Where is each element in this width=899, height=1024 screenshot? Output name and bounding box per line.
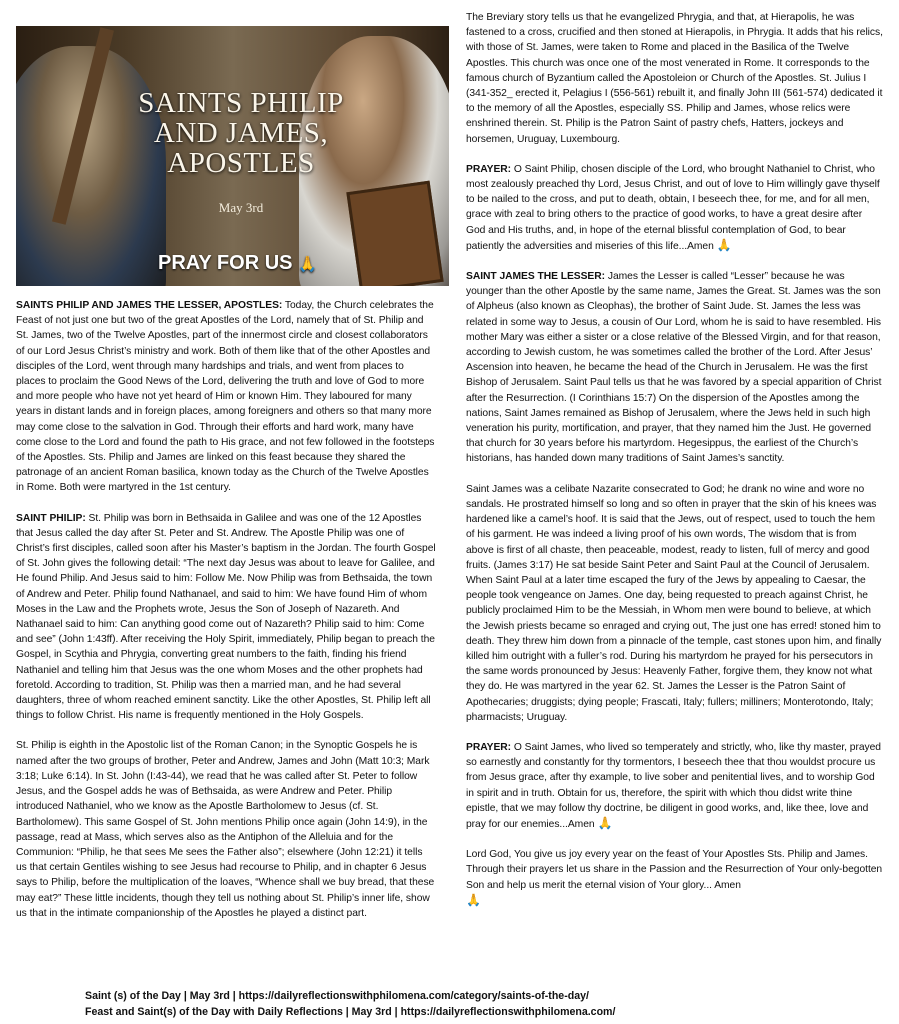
intro-heading: SAINTS PHILIP AND JAMES THE LESSER, APOSTLES:	[16, 300, 283, 311]
pray-text: PRAY FOR US	[158, 252, 293, 274]
praying-hands-icon: 🙏	[716, 237, 732, 252]
intro-paragraph	[16, 298, 436, 496]
hero-banner-image	[16, 26, 449, 286]
intro-text: Today, the Church celebrates the Feast of not just one but two of the great Apostles of the Lord, namely that of St. Philip and St. James, two of the Twelve Apostles, part of the innermost circle and closest collaborators of our Lord Jesus Christ’s ministry and work. Both of them like that of the other Apostles and disciples of the Lord, went through many hardships and trials, and went from places to places to proclaim the Good News of the Lord, delivering the truth and love of God to more and more people who have not yet heard of Him or known Him. They laboured for many years in distant lands and in foreign places, among foreigners and others so that many more may come close to the salvation in God. Through their efforts and hard work, many have come close to the Lord and found the path to His grace, and not few followed in the footsteps of the Apostles. Sts. Philip and James are linked on this feast because they shared the patronage of an ancient Roman basilica, known today as the Church of the Twelve Apostles in Rome. Both were martyred in the 1st century.	[16, 300, 435, 494]
left-column	[16, 298, 436, 936]
hero-title-line: APOSTLES	[167, 147, 315, 179]
james-paragraph-2: Saint James was a celibate Nazarite consecrated to God; he drank no wine and wore no sandals. He prostrated himself so long and so often in prayer that the skin of his knees was hardened like a camel’s hoof. It is said that the Jews, out of respect, used to touch the hem of his garment. He was indeed a living proof of his own words, The wisdom that is from above is first of all chaste, then peaceable, modest, ready to listen, full of mercy and good fruits. (James 3:17) He sat beside Saint Peter and Saint Paul at the Council of Jerusalem. When Saint Paul at a later time escaped the fury of the Jews by appealing to Caesar, the people took vengeance on James. One day, being requested to preach against Christ, he publicly proclaimed Him to be the Messiah, in Whom men were bound to believe, at which the Jewish priests became so enraged and crying out, The just one has erred! stoned him to death. They threw him down from a pinnacle of the temple, cast stones upon him, and finally killed him outright with a fuller’s rod. During his martyrdom he prayed for his persecutors in the same words pronounced by Jesus: Heavenly Father, forgive them, they know not what they do. He was martyred in the year 62. St. James the Lesser is the Patron Saint of Apothecaries; druggists; dying people; Frascati, Italy; fullers; milliners; Monterotondo, Italy; pharmacists; Uruguay.	[466, 483, 882, 723]
philip-text: St. Philip was born in Bethsaida in Galilee and was one of the 12 Apostles that Jesus called the day after St. Peter and St. Andrew. The Apostle Philip was one of Christ’s first disciples, called soon after his Master’s baptism in the Jordan. The fourth Gospel of St. John gives the following detail: “The next day Jesus was about to leave for Galilee, and He found Philip. And Jesus said to him: Follow Me. Now Philip was from Bethsaida, the town of Andrew and Peter. Philip found Nathanael, and said to him: We have found Him of whom Moses in the Law and the Prophets wrote, Jesus the Son of Joseph of Nazareth. And Nathanael said to him: Can anything good come out of Nazareth? Philip said to him: Come and see” (John 1:43ff). After receiving the Holy Spirit, immediately, Philip began to preach the Gospel, in Scythia and Phrygia, converting great numbers to the faith, finding his friend Nathaniel and telling him that Jesus was the one whom Moses and the other prophets had foretold. According to tradition, St. Philip was then a married man, and he had several daughters, three of whom reached eminent sanctity. Like the other Apostles, St. Philip left all things to follow Christ. His name is frequently mentioned in the Holy Gospels.	[16, 512, 436, 722]
right-column	[466, 10, 884, 923]
philip-paragraph	[16, 511, 436, 724]
footer-line-daily-reflections: Feast and Saint(s) of the Day with Daily Reflections | May 3rd | https://dailyreflectionswithphilomena.com/	[85, 1006, 616, 1018]
closing-prayer-paragraph	[466, 847, 884, 908]
hero-title-line: SAINTS PHILIP	[138, 87, 344, 119]
prayer-heading: PRAYER:	[466, 741, 512, 753]
prayer-philip-paragraph	[466, 162, 884, 254]
philip-heading: SAINT PHILIP:	[16, 512, 86, 524]
james-text: James the Lesser is called “Lesser” because he was younger than the other Apostle by the same name, James the Great. St. James was the son of Alpheus (also known as Cleophas), the brother of Saint Jude. St. James the less was related in some way to Jesus, a cousin of Our Lord, whom he is said to have resembled. His mother Mary was either a sister or a close relative of the Blessed Virgin, and for that reason, according to Jewish custom, he was sometimes called the brother of the Lord. After Jesus’ Ascension into heaven, he became the head of the Church in Jerusalem. He was the first Bishop of Jerusalem. Saint Paul tells us that he was favored by a special apparition of Christ after the Resurrection. (I Corinthians 15:7) On the dispersion of the Apostles among the nations, Saint James remained as Bishop of Jerusalem, where the Jews held in such high veneration his purity, mortification, and prayer, that they named him the Just. He governed that church for 30 years before his martyrdom. Hegesippus, the earliest of the Church’s historians, has handed down many traditions of Saint James’s sanctity.	[466, 271, 882, 465]
prayer-james-paragraph	[466, 740, 884, 832]
prayer-heading: PRAYER:	[466, 163, 512, 175]
hero-date: May 3rd	[218, 200, 264, 215]
hero-pray-for-us	[158, 252, 358, 275]
closing-prayer-text: Lord God, You give us joy every year on the feast of Your Apostles Sts. Philip and James. Through their prayers let us share in the Passion and the Resurrection of Your only-begotten Son and help us merit the eternal vision of Your glory... Amen	[466, 849, 883, 891]
page-footer	[85, 988, 885, 1020]
prayer-james-text: O Saint James, who lived so temperately and strictly, who, like thy master, prayed so earnestly and constantly for thy tormentors, I beseech thee that thou wouldst procure us from Jesus grace, after thy example, to live sober and penitential lives, and to worship God in spirit and in truth. Obtain for us, therefore, the spirit with which thou didst write thine epistle, that we may follow thy doctrine, be diligent in good works, and, like thee, love and pray for our enemies...Amen	[466, 741, 881, 830]
praying-hands-icon: 🙏	[597, 815, 613, 830]
praying-hands-icon: 🙏	[298, 256, 317, 273]
prayer-philip-text: O Saint Philip, chosen disciple of the Lord, who brought Nathaniel to Christ, who most zealously preached thy Lord, Jesus Christ, and out of love to Him willingly gave thyself to be nailed to the cross, and put to death, obtain, I beseech thee, for me, and for all men, grace with zeal to bring others to the practice of good works, to have a great desire after God and His truths, and, in hope of the eternal blissful contemplation of God, to bear patiently the adversities and miseries of this life...Amen	[466, 163, 880, 252]
james-paragraph	[466, 269, 884, 467]
philip-paragraph-2: St. Philip is eighth in the Apostolic list of the Roman Canon; in the Synoptic Gospels he is named after the two groups of brother, Peter and Andrew, James and John (Matt 10:3; Mark 3:18; Luke 6:14). In St. John (I:43-44), we read that he was called after St. Peter to follow Jesus, and the Gospel adds he was of Bethsaida, as were Andrew and Peter. Philip introduced Nathaniel, who we know as the Apostle Bartholomew to Jesus (cf. St. Bartholomew). This same Gospel of St. John mentions Philip once again (John 14:9), in the passage, read at Mass, which serves also as the Antiphon of the Alleluia and for the Communion: “Philip, he that sees Me sees the Father also”; elsewhere (John 12:21) it tells us that certain Gentiles wishing to see Jesus had recourse to Philip, and in chapter 6 Jesus says to Philip, before the multiplication of the loaves, “Whence shall we buy bread, that these may eat?” These little incidents, though they tell us nothing about St. Philip’s inner life, show us that in the intimate companionship of the Apostles he played a distinct part.	[16, 740, 435, 919]
breviary-paragraph: The Breviary story tells us that he evangelized Phrygia, and that, at Hierapolis, he was fastened to a cross, crucified and then stoned at Hierapolis, in Phrygia. It adds that his relics, with those of St. James, were taken to Rome and placed in the Basilica of the Twelve Apostles. This church was once one of the most venerated in Rome. It corresponds to the famous church of Byzantium called the Apostoleion or Church of the Apostles. St. Julius I (341-352_ erected it, Pelagius I (556-561) rebuilt it, and finally John III (561-574) dedicated it to the memory of all the Apostles, especially SS. Philip and James, whose relics were enshrined therein. St. Philip is the Patron Saint of pastry chefs, Hatters, jockeys and horsemen, Uruguay, Luxembourg.	[466, 12, 883, 145]
footer-line-saints-of-day: Saint (s) of the Day | May 3rd | https://dailyreflectionswithphilomena.com/category/saints-of-the-day/	[85, 990, 589, 1002]
hero-title	[136, 88, 346, 178]
james-heading: SAINT JAMES THE LESSER:	[466, 271, 606, 283]
hero-title-line: AND JAMES,	[153, 117, 329, 149]
praying-hands-icon: 🙏	[466, 892, 481, 907]
book-icon	[346, 181, 443, 286]
